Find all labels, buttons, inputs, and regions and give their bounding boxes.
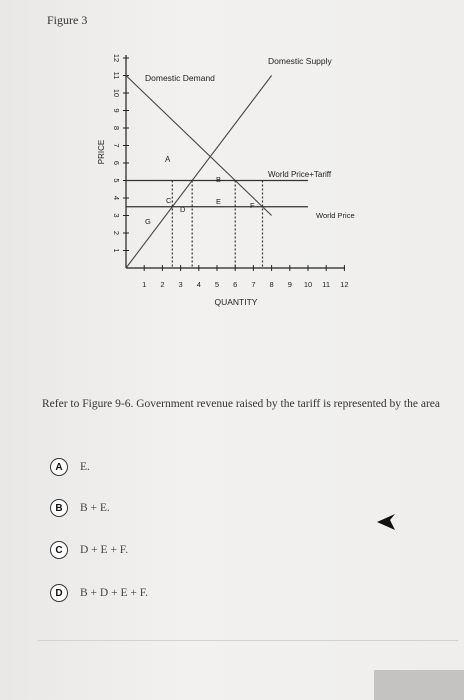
area-c-label: C: [166, 196, 172, 205]
x-tick-label: 4: [196, 280, 201, 289]
domestic-demand-curve: [126, 76, 272, 216]
option-b-badge[interactable]: B: [50, 499, 68, 517]
mouse-cursor-icon: [375, 512, 397, 532]
divider: [38, 640, 458, 641]
question-text: Refer to Figure 9-6. Government revenue raised by the tariff is represented by the area: [42, 398, 440, 410]
option-d-badge[interactable]: D: [50, 584, 68, 602]
option-d[interactable]: [50, 583, 148, 603]
option-a[interactable]: [50, 457, 90, 477]
y-tick-label: 10: [112, 88, 122, 98]
area-g-label: G: [145, 217, 151, 226]
tariff-graph: [0, 0, 464, 330]
x-tick-label: 7: [251, 280, 256, 289]
x-tick-label: 5: [214, 280, 220, 289]
option-c[interactable]: [50, 540, 128, 560]
x-tick-label: 1: [142, 280, 147, 289]
y-tick-label: 4: [112, 195, 122, 201]
x-tick-label: 9: [287, 280, 292, 289]
world-price-label: World Price: [316, 211, 355, 220]
y-tick-label: 9: [112, 108, 122, 113]
x-tick-label: 6: [233, 280, 238, 289]
y-tick-label: 8: [112, 125, 122, 131]
y-tick-label: 1: [112, 248, 122, 253]
domestic-supply-label: Domestic Supply: [268, 56, 332, 66]
area-b-label: B: [216, 175, 222, 184]
area-a-label: A: [165, 155, 171, 164]
y-axis-title: PRICE: [97, 139, 106, 165]
option-d-text: B + D + E + F.: [80, 587, 149, 599]
world-price-tariff-label: World Price+Tariff: [268, 170, 332, 179]
domestic-supply-curve: [126, 76, 272, 269]
x-tick-label: 12: [340, 280, 349, 289]
figure-label: Figure 3: [47, 13, 88, 27]
area-d-label: D: [180, 205, 186, 214]
domestic-demand-label: Domestic Demand: [145, 73, 215, 83]
option-b[interactable]: [50, 498, 110, 518]
y-tick-label: 7: [112, 143, 122, 148]
y-tick-label: 12: [112, 53, 122, 63]
option-c-badge[interactable]: C: [50, 541, 68, 559]
area-f-label: F: [250, 201, 255, 210]
y-tick-label: 6: [112, 160, 122, 166]
x-tick-label: 11: [322, 280, 331, 289]
x-tick-label: 8: [269, 280, 274, 289]
x-tick-label: 3: [178, 280, 183, 289]
y-tick-label: 2: [112, 230, 122, 236]
x-tick-label: 10: [303, 280, 313, 289]
x-tick-label: 2: [160, 280, 165, 289]
x-axis-title: QUANTITY: [214, 297, 258, 307]
option-b-text: B + E.: [80, 502, 110, 514]
option-c-text: D + E + F.: [80, 544, 129, 556]
y-tick-label: 5: [112, 178, 122, 183]
option-a-badge[interactable]: A: [50, 458, 68, 476]
y-tick-label: 11: [112, 71, 122, 80]
corner-panel: [374, 670, 464, 700]
option-a-text: E.: [80, 461, 90, 473]
area-e-label: E: [216, 197, 222, 206]
y-tick-label: 3: [112, 213, 122, 218]
